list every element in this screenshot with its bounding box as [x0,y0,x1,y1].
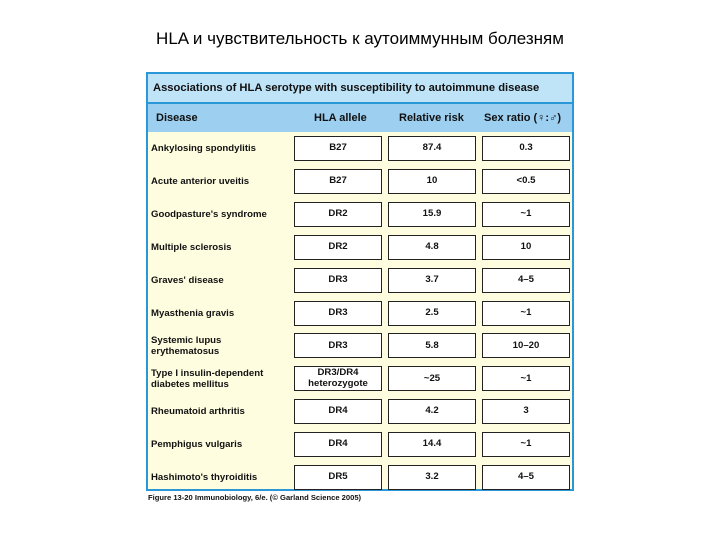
hla-allele-cell: DR3 [294,301,382,326]
hla-allele-cell: DR3/DR4 heterozygote [294,366,382,391]
table-row [148,264,572,297]
table-row [148,395,572,428]
disease-cell: Hashimoto's thyroiditis [151,472,258,483]
sex-ratio-cell: 4–5 [482,268,570,293]
table-row [148,428,572,461]
table-row [148,461,572,494]
sex-ratio-cell: ~1 [482,301,570,326]
sex-ratio-cell: 10 [482,235,570,260]
relative-risk-cell: ~25 [388,366,476,391]
hla-allele-cell: B27 [294,136,382,161]
table-row [148,132,572,165]
disease-cell: Rheumatoid arthritis [151,406,245,418]
hla-allele-cell: DR3 [294,268,382,293]
disease-cell: Systemic lupus erythematosus [151,334,222,357]
disease-cell: Myasthenia gravis [151,307,235,319]
header-hla-allele: HLA allele [314,112,367,124]
table-row [148,297,572,330]
disease-cell: Type I insulin-dependent diabetes mellitus [151,367,264,390]
sex-ratio-cell: ~1 [482,202,570,227]
relative-risk-cell: 5.8 [388,333,476,358]
hla-allele-cell: DR2 [294,202,382,227]
figure-caption: Figure 13-20 Immunobiology, 6/e. (© Garland Science 2005) [148,493,362,502]
table-row [148,198,572,231]
relative-risk-cell: 3.2 [388,465,476,490]
table-row [148,329,572,362]
header-disease: Disease [156,112,198,124]
relative-risk-cell: 4.2 [388,399,476,424]
sex-ratio-cell: 10–20 [482,333,570,358]
disease-cell: Graves' disease [151,274,224,286]
hla-allele-cell: DR2 [294,235,382,260]
hla-allele-cell: DR4 [294,399,382,424]
sex-ratio-cell: 0.3 [482,136,570,161]
disease-cell: Ankylosing spondylitis [151,143,257,154]
relative-risk-cell: 10 [388,169,476,194]
hla-allele-cell: DR4 [294,432,382,457]
disease-cell: Acute anterior uveitis [151,175,250,187]
table-row [148,362,572,395]
relative-risk-cell: 3.7 [388,268,476,293]
header-relative-risk: Relative risk [399,112,464,124]
hla-allele-cell: DR5 [294,465,382,490]
table-row [148,165,572,198]
relative-risk-cell: 2.5 [388,301,476,326]
sex-ratio-cell: ~1 [482,366,570,391]
hla-allele-cell: B27 [294,169,382,194]
relative-risk-cell: 4.8 [388,235,476,260]
sex-ratio-cell: <0.5 [482,169,570,194]
slide-title: HLA и чувствительность к аутоиммунным болезням [156,29,564,48]
table-row [148,231,572,264]
relative-risk-cell: 87.4 [388,136,476,161]
sex-ratio-cell: 3 [482,399,570,424]
table-caption: Associations of HLA serotype with susceptibility to autoimmune disease [148,74,572,102]
relative-risk-cell: 15.9 [388,202,476,227]
disease-cell: Pemphigus vulgaris [151,439,243,451]
header-sex-ratio: Sex ratio (♀:♂) [484,112,562,124]
sex-ratio-cell: ~1 [482,432,570,457]
disease-cell: Multiple sclerosis [151,241,232,253]
sex-ratio-cell: 4–5 [482,465,570,490]
table-header-row [148,102,572,132]
hla-association-table [146,72,574,491]
disease-cell: Goodpasture's syndrome [151,208,267,220]
hla-allele-cell: DR3 [294,333,382,358]
relative-risk-cell: 14.4 [388,432,476,457]
